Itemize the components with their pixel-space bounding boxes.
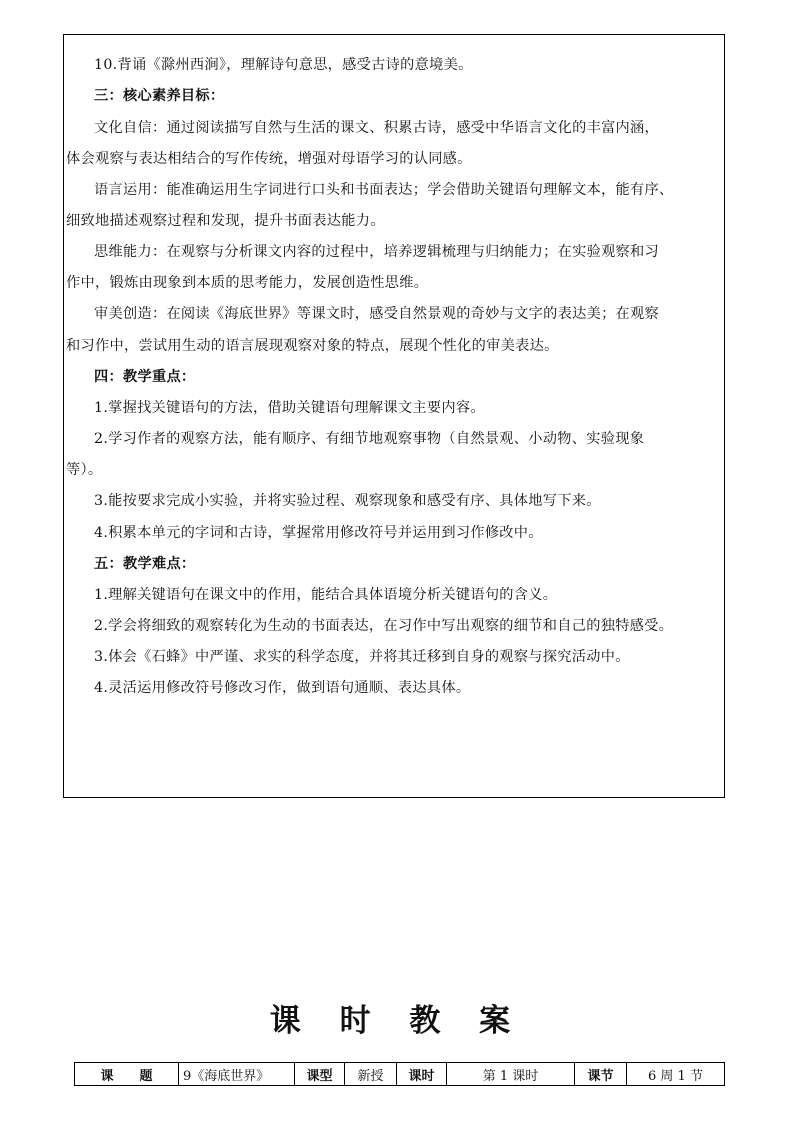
section-heading: 三：核心素养目标： bbox=[94, 88, 225, 104]
section-heading: 四：教学重点： bbox=[94, 369, 196, 385]
type-label: 课型 bbox=[295, 1063, 345, 1086]
text-line: 1.掌握找关键语句的方法，借助关键语句理解课文主要内容。 bbox=[94, 400, 485, 416]
period-label: 课时 bbox=[397, 1063, 447, 1086]
topic-value: 9《海底世界》 bbox=[179, 1063, 295, 1086]
section-label: 课节 bbox=[575, 1063, 627, 1086]
section-value: 6 周 1 节 bbox=[627, 1063, 725, 1086]
text-line: 3.体会《石蜂》中严谨、求实的科学态度，并将其迁移到自身的观察与探究活动中。 bbox=[94, 649, 630, 665]
text-line: 2.学习作者的观察方法，能有顺序、有细节地观察事物（自然景观、小动物、实验现象 bbox=[94, 431, 645, 447]
text-line: 2.学会将细致的观察转化为生动的书面表达，在习作中写出观察的细节和自己的独特感受。 bbox=[94, 618, 674, 634]
period-value: 第 1 课时 bbox=[447, 1063, 575, 1086]
topic-label: 课 题 bbox=[75, 1063, 179, 1086]
text-line: 细致地描述观察过程和发现，提升书面表达能力。 bbox=[66, 213, 385, 229]
lesson-info-table bbox=[74, 1062, 725, 1086]
text-line: 4.灵活运用修改符号修改习作，做到语句通顺、表达具体。 bbox=[94, 680, 471, 696]
text-line: 10.背诵《滁州西涧》，理解诗句意思，感受古诗的意境美。 bbox=[94, 57, 473, 73]
content-box bbox=[63, 34, 725, 798]
text-line: 3.能按要求完成小实验，并将实验过程、观察现象和感受有序、具体地写下来。 bbox=[94, 493, 601, 509]
page-title: 课 时 教 案 bbox=[269, 1003, 525, 1039]
text-line: 和习作中，尝试用生动的语言展现观察对象的特点，展现个性化的审美表达。 bbox=[66, 338, 559, 354]
text-line: 体会观察与表达相结合的写作传统，增强对母语学习的认同感。 bbox=[66, 151, 472, 167]
text-line: 4.积累本单元的字词和古诗，掌握常用修改符号并运用到习作修改中。 bbox=[94, 525, 543, 541]
text-line: 文化自信：通过阅读描写自然与生活的课文、积累古诗，感受中华语言文化的丰富内涵， bbox=[94, 120, 660, 136]
text-line: 等）。 bbox=[66, 462, 103, 478]
text-line: 审美创造：在阅读《海底世界》等课文时，感受自然景观的奇妙与文字的表达美；在观察 bbox=[94, 306, 660, 322]
type-value: 新授 bbox=[345, 1063, 397, 1086]
text-line: 1.理解关键语句在课文中的作用，能结合具体语境分析关键语句的含义。 bbox=[94, 587, 558, 603]
text-line: 思维能力：在观察与分析课文内容的过程中，培养逻辑梳理与归纳能力；在实验观察和习 bbox=[94, 244, 660, 260]
table-row bbox=[75, 1063, 725, 1086]
section-heading: 五：教学难点： bbox=[94, 556, 196, 572]
text-line: 语言运用：能准确运用生字词进行口头和书面表达；学会借助关键语句理解文本，能有序、 bbox=[94, 182, 674, 198]
text-line: 作中，锻炼由现象到本质的思考能力，发展创造性思维。 bbox=[66, 275, 429, 291]
